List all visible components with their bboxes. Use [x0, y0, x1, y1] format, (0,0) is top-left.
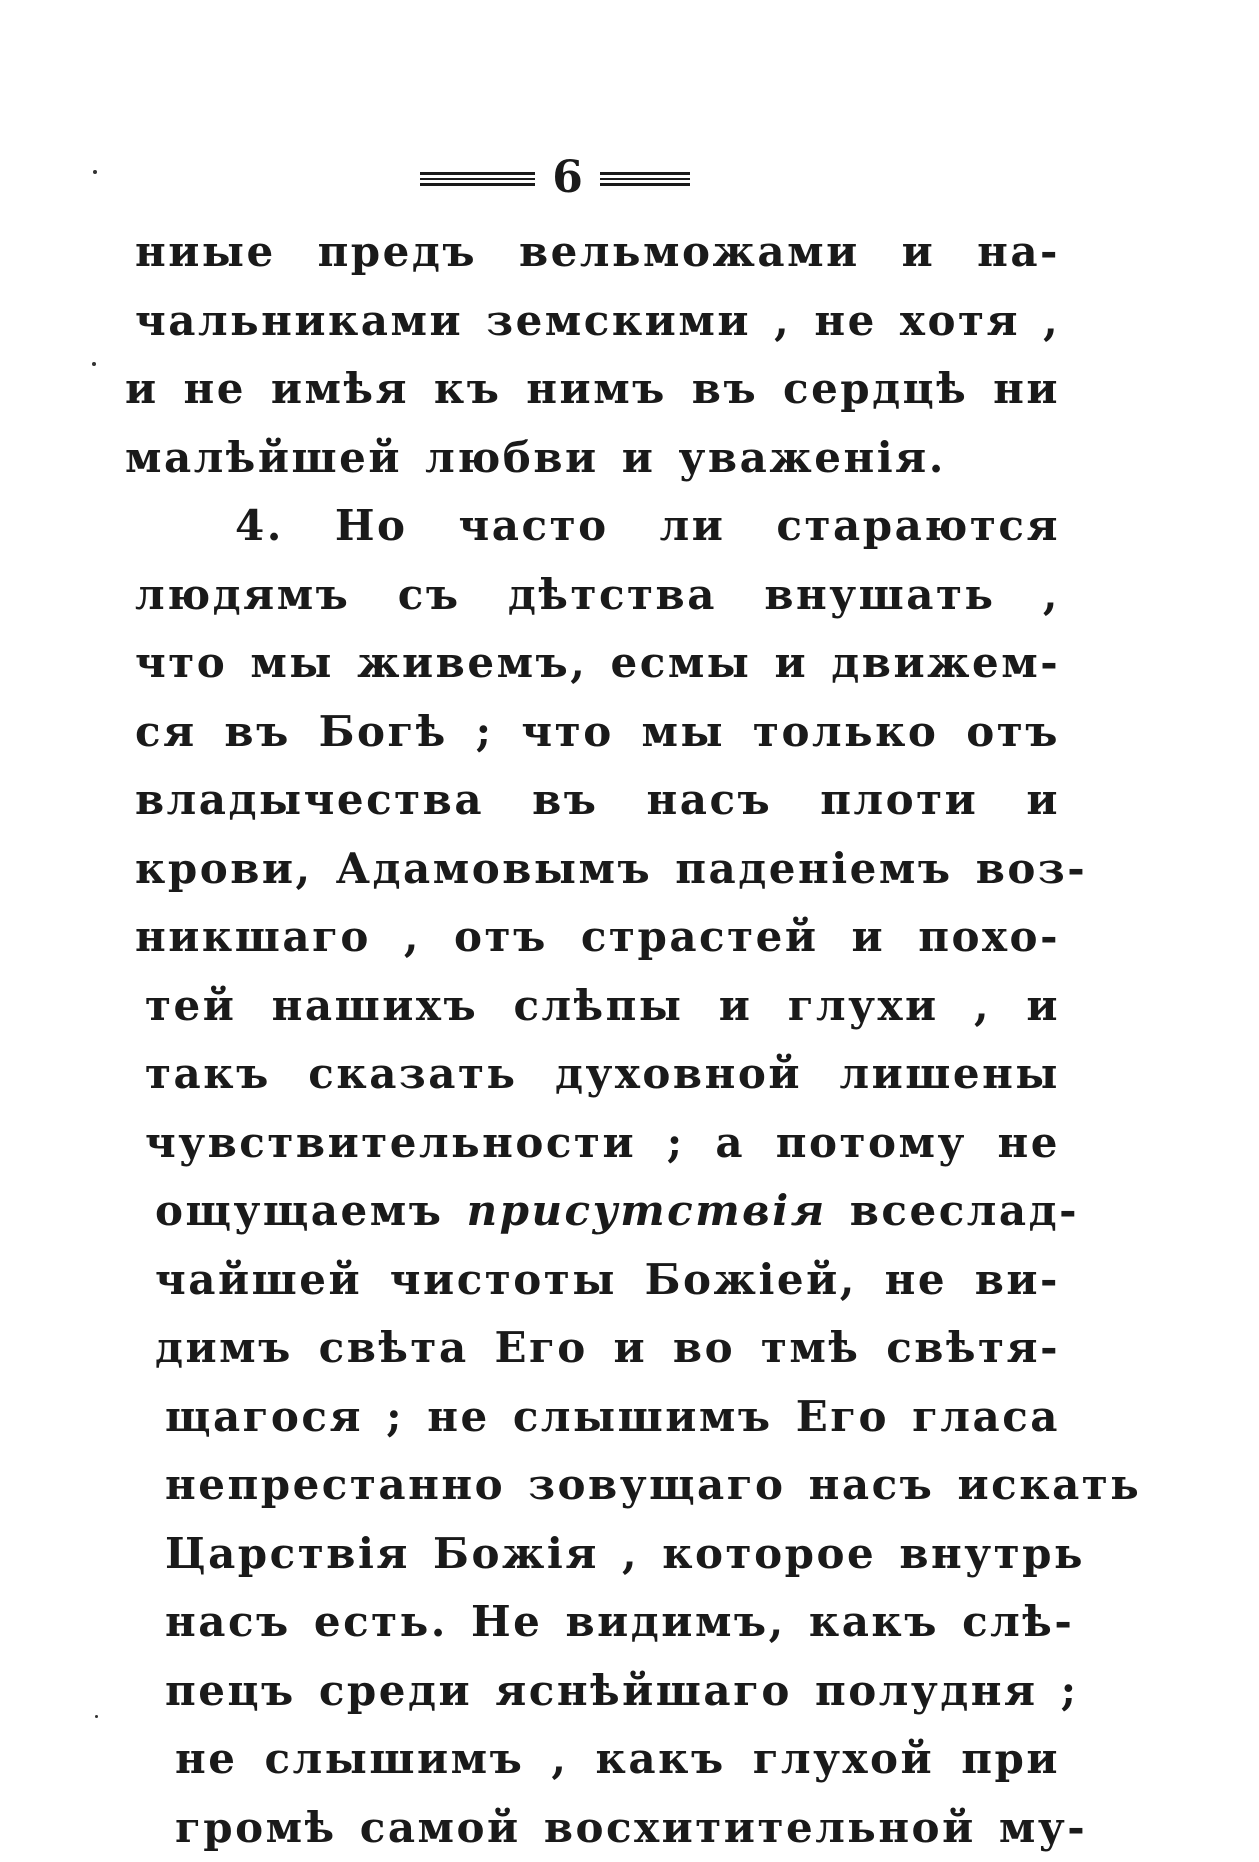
text-line: малѣйшей любви и уваженія. — [125, 424, 1060, 493]
text-line: ниые предъ вельможами и на- — [125, 218, 1060, 287]
text-line: Царствія Божія , которое внутрь — [125, 1520, 1060, 1589]
text-line: непрестанно зовущаго насъ искать — [125, 1451, 1060, 1520]
text-line: никшаго , отъ страстей и похо- — [125, 903, 1060, 972]
text-line: щагося ; не слышимъ Его гласа — [125, 1383, 1060, 1452]
text-line: чальниками земскими , не хотя , — [125, 287, 1060, 356]
header-rule-left — [420, 172, 535, 186]
text-line: чайшей чистоты Божіей, не ви- — [125, 1246, 1060, 1315]
emphasized-word: присутствія — [467, 1186, 827, 1235]
text-line: чувствительности ; а потому не — [125, 1109, 1060, 1178]
text-line: крови, Адамовымъ паденіемъ воз- — [125, 835, 1060, 904]
text-line: ся въ Богѣ ; что мы только отъ — [125, 698, 1060, 767]
text-line: владычества въ насъ плоти и — [125, 766, 1060, 835]
text-line: насъ есть. Не видимъ, какъ слѣ- — [125, 1588, 1060, 1657]
page-header — [0, 150, 1259, 210]
text-line: не слышимъ , какъ глухой при — [125, 1725, 1060, 1794]
text-line: людямъ съ дѣтства внушать , — [125, 561, 1060, 630]
text-line: димъ свѣта Его и во тмѣ свѣтя- — [125, 1314, 1060, 1383]
header-rule-right — [600, 172, 690, 186]
text-line: такъ сказать духовной лишены — [125, 1040, 1060, 1109]
text-line: тей нашихъ слѣпы и глухи , и — [125, 972, 1060, 1041]
text-line: пецъ среди яснѣйшаго полудня ; — [125, 1657, 1060, 1726]
text-line: и не имѣя къ нимъ въ сердцѣ ни — [125, 355, 1060, 424]
text-line: 4. Но часто ли стараются — [125, 492, 1060, 561]
body-text — [125, 218, 1060, 1862]
text-line: громѣ самой восхитительной му- — [125, 1794, 1060, 1862]
text-line: что мы живемъ, есмы и движем- — [125, 629, 1060, 698]
page-number: 6 — [540, 150, 595, 206]
text-line: ощущаемъ присутствія всеслад- — [125, 1177, 1060, 1246]
